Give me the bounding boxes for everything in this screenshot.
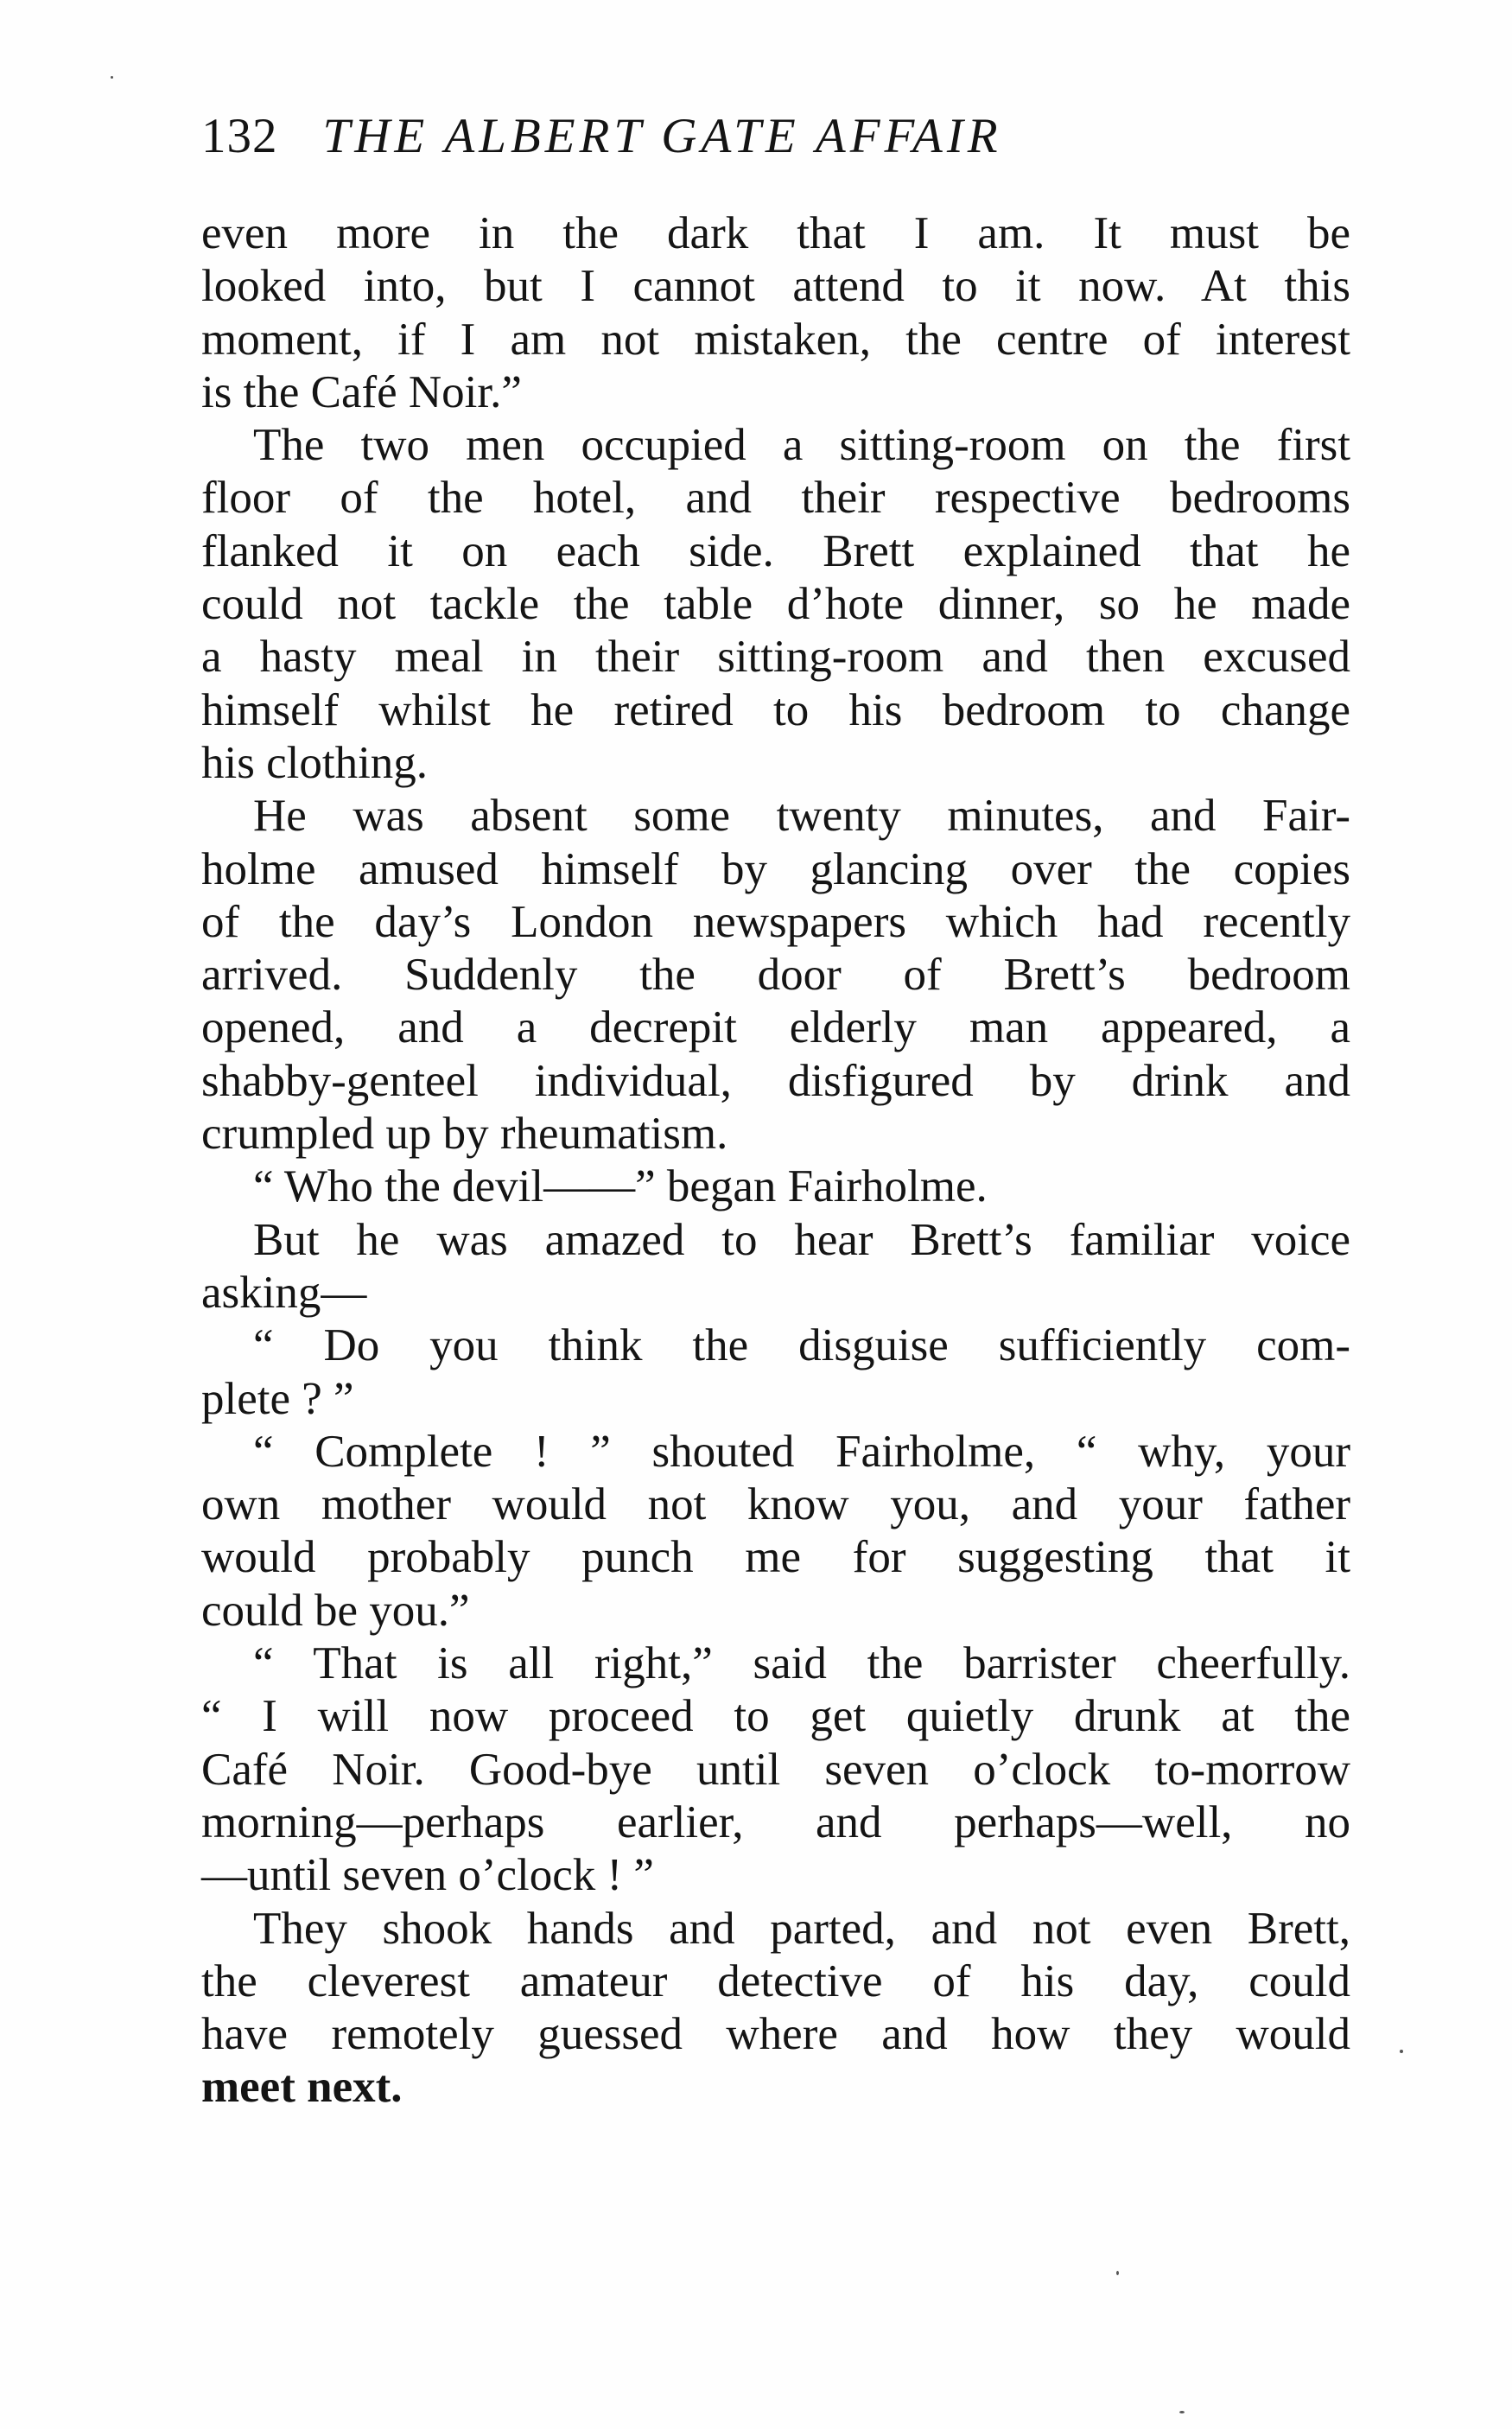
text-line: “ Who the devil——” began Fairholme.: [253, 1161, 988, 1212]
text-line: But he was amazed to hear Brett’s familiar voice: [253, 1214, 1350, 1265]
text-line: They shook hands and parted, and not even Brett,: [253, 1903, 1350, 1954]
paper-speck: [1116, 2271, 1119, 2275]
text-line: his clothing.: [201, 737, 429, 788]
paper-speck: [111, 76, 113, 79]
running-title: THE ALBERT GATE AFFAIR: [322, 109, 1002, 163]
text-line: the cleverest amateur detective of his day, could: [201, 1955, 1350, 2006]
text-line: is the Café Noir.”: [201, 366, 522, 417]
text-line: opened, and a decrepit elderly man appeared, a: [201, 1002, 1350, 1053]
text-line: meet next.: [201, 2062, 403, 2113]
body-text: [201, 207, 1350, 2114]
text-line: of the day’s London newspapers which had recently: [201, 896, 1350, 947]
text-line: asking—: [201, 1267, 367, 1318]
text-line: —until seven o’clock ! ”: [201, 1850, 654, 1901]
text-line: himself whilst he retired to his bedroom to change: [201, 684, 1350, 735]
text-line: own mother would not know you, and your father: [201, 1479, 1350, 1530]
text-line: crumpled up by rheumatism.: [201, 1109, 728, 1160]
text-line: Café Noir. Good-bye until seven o’clock to-morrow: [201, 1744, 1350, 1795]
text-line: “ I will now proceed to get quietly drunk at the: [201, 1691, 1350, 1742]
paper-speck: [1400, 2050, 1403, 2053]
text-line: The two men occupied a sitting-room on the first: [253, 420, 1350, 471]
page-number: 132: [201, 109, 278, 163]
text-line: would probably punch me for suggesting that it: [201, 1532, 1350, 1583]
text-line: holme amused himself by glancing over the copies: [201, 843, 1350, 894]
paper-speck: [1179, 2411, 1185, 2413]
text-line: morning—perhaps earlier, and perhaps—well, no: [201, 1796, 1350, 1847]
text-line: floor of the hotel, and their respective bedrooms: [201, 473, 1350, 524]
text-line: could be you.”: [201, 1585, 470, 1636]
text-line: “ That is all right,” said the barrister cheerfully.: [253, 1638, 1350, 1689]
text-line: “ Complete ! ” shouted Fairholme, “ why, your: [253, 1426, 1350, 1477]
running-head: [201, 102, 1350, 171]
text-line: “ Do you think the disguise sufficiently com-: [253, 1320, 1350, 1371]
text-line: He was absent some twenty minutes, and Fair-: [253, 791, 1350, 842]
text-line: plete ? ”: [201, 1373, 354, 1424]
text-line: could not tackle the table d’hote dinner, so he made: [201, 579, 1350, 630]
text-line: a hasty meal in their sitting-room and then excused: [201, 632, 1350, 683]
text-line: looked into, but I cannot attend to it now. At this: [201, 261, 1350, 312]
text-line: have remotely guessed where and how they would: [201, 2009, 1350, 2060]
text-line: flanked it on each side. Brett explained that he: [201, 525, 1350, 576]
text-line: arrived. Suddenly the door of Brett’s bedroom: [201, 950, 1350, 1001]
text-line: even more in the dark that I am. It must be: [201, 208, 1350, 258]
text-line: moment, if I am not mistaken, the centre of interest: [201, 314, 1350, 365]
text-line: shabby-genteel individual, disfigured by drink and: [201, 1055, 1350, 1106]
